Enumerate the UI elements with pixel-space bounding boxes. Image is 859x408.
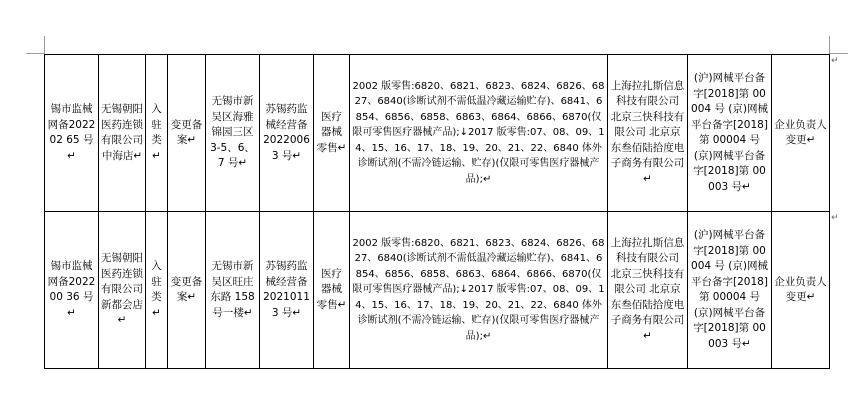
license-cell: 苏锡药监械经营备 2022006 3 号↵ [260,55,314,212]
matter-cell: 变更备案↵ [168,212,206,369]
filing-number-cell: 锡市监械网备202200 36 号↵ [45,212,99,369]
row-end-mark: ↵ [831,56,839,66]
platform-record-cell: (沪)网械平台备字[2018]第 00004 号 (京)网械平台备字[2018]第 00004 号 (京)网械平台备字[2018]第 00003 号↵ [688,212,772,369]
company-cell: 无锡朝阳医药连锁有限公司新都会店↵ [99,212,146,369]
crop-mark-right-h [830,53,848,54]
scope-cell: 2002 版零售:6820、6821、6823、6824、6826、6827、6840(诊断试剂不需低温冷藏运输贮存)、6841、6854、6856、6858、6863、6864、6866、6870(仅限可零售医疗器械产品);↓2017 版零售:07、08、09、14、15、16、17、18、19、20、21、22、6840 体外诊断试剂(不需冷链运输、贮存)(仅限可零售医疗器械产品);↵ [350,55,608,212]
platform-record-cell: (沪)网械平台备字[2018]第 00004 号 (京)网械平台备字[2018]第 00004 号 (京)网械平台备字[2018]第 00003 号↵ [688,55,772,212]
address-cell: 无锡市新吴区旺庄东路 158 号一楼↵ [206,212,260,369]
scope-cell: 2002 版零售:6820、6821、6823、6824、6826、6827、6840(诊断试剂不需低温冷藏运输贮存)、6841、6854、6856、6858、6863、6864、6866、6870(仅限可零售医疗器械产品);↓2017 版零售:07、08、09、14、15、16、17、18、19、20、21、22、6840 体外诊断试剂(不需冷链运输、贮存)(仅限可零售医疗器械产品);↵ [350,212,608,369]
matter-cell: 变更备案↵ [168,55,206,212]
table-row [45,212,830,369]
platform-cell: 上海拉扎斯信息科技有限公司 北京三快科技有限公司 北京京东叁佰陆拾度电子商务有限公司↵ [608,212,688,369]
table-row [45,55,830,212]
row-end-mark: ↵ [831,213,839,223]
type-cell: 入驻类↵ [146,55,168,212]
change-cell: 企业负责人变更↵ [772,55,830,212]
type-cell: 入驻类↵ [146,212,168,369]
license-cell: 苏锡药监械经营备 2021011 3 号↵ [260,212,314,369]
company-cell: 无锡朝阳医药连锁有限公司中海店↵ [99,55,146,212]
category-cell: 医疗器械零售↵ [314,212,350,369]
change-cell: 企业负责人变更↵ [772,212,830,369]
crop-mark-left-h [26,53,44,54]
filing-table [44,54,830,369]
crop-mark-left-v [44,36,45,54]
crop-mark-right-v [829,36,830,54]
address-cell: 无锡市新吴区海雅锦园三区 3-5、6、7 号↵ [206,55,260,212]
filing-number-cell: 锡市监械网备202202 65 号↵ [45,55,99,212]
category-cell: 医疗器械零售↵ [314,55,350,212]
platform-cell: 上海拉扎斯信息科技有限公司 北京三快科技有限公司 北京京东叁佰陆拾度电子商务有限公司↵ [608,55,688,212]
